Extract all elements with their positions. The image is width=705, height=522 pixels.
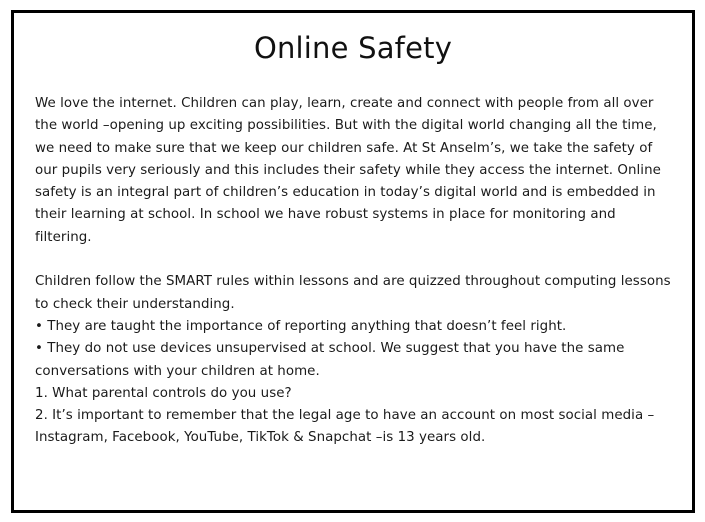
bullet-item-devices: • They do not use devices unsupervised at school. We suggest that you have the same conversations with your children at home.	[35, 341, 625, 379]
intro-paragraph: We love the internet. Children can play, learn, create and connect with people from all over the world –opening up exciting possibilities. But with the digital world changing all the time, we need to make sure that we keep our children safe. At St Anselm’s, we take the safety of our pupils very seriously and this includes their safety while they access the internet. Online safety is an integral part of children’s education in today’s digital world and is embedded in their learning at school. In school we have robust systems in place for monitoring and filtering.	[35, 96, 661, 245]
document-body	[35, 93, 675, 450]
numbered-item-legal-age: 2. It’s important to remember that the legal age to have an account on most social media – Instagram, Facebook, YouTube, TikTok & Snapchat –is 13 years old.	[35, 408, 655, 446]
numbered-item-parental-controls: 1. What parental controls do you use?	[35, 385, 292, 401]
paragraph-spacer	[35, 249, 675, 271]
page-title: Online Safety	[253, 31, 453, 65]
document-frame	[11, 10, 695, 513]
bullet-item-reporting: • They are taught the importance of reporting anything that doesn’t feel right.	[35, 318, 567, 334]
smart-rules-paragraph: Children follow the SMART rules within lessons and are quizzed throughout computing lessons to check their understanding.	[35, 274, 671, 312]
